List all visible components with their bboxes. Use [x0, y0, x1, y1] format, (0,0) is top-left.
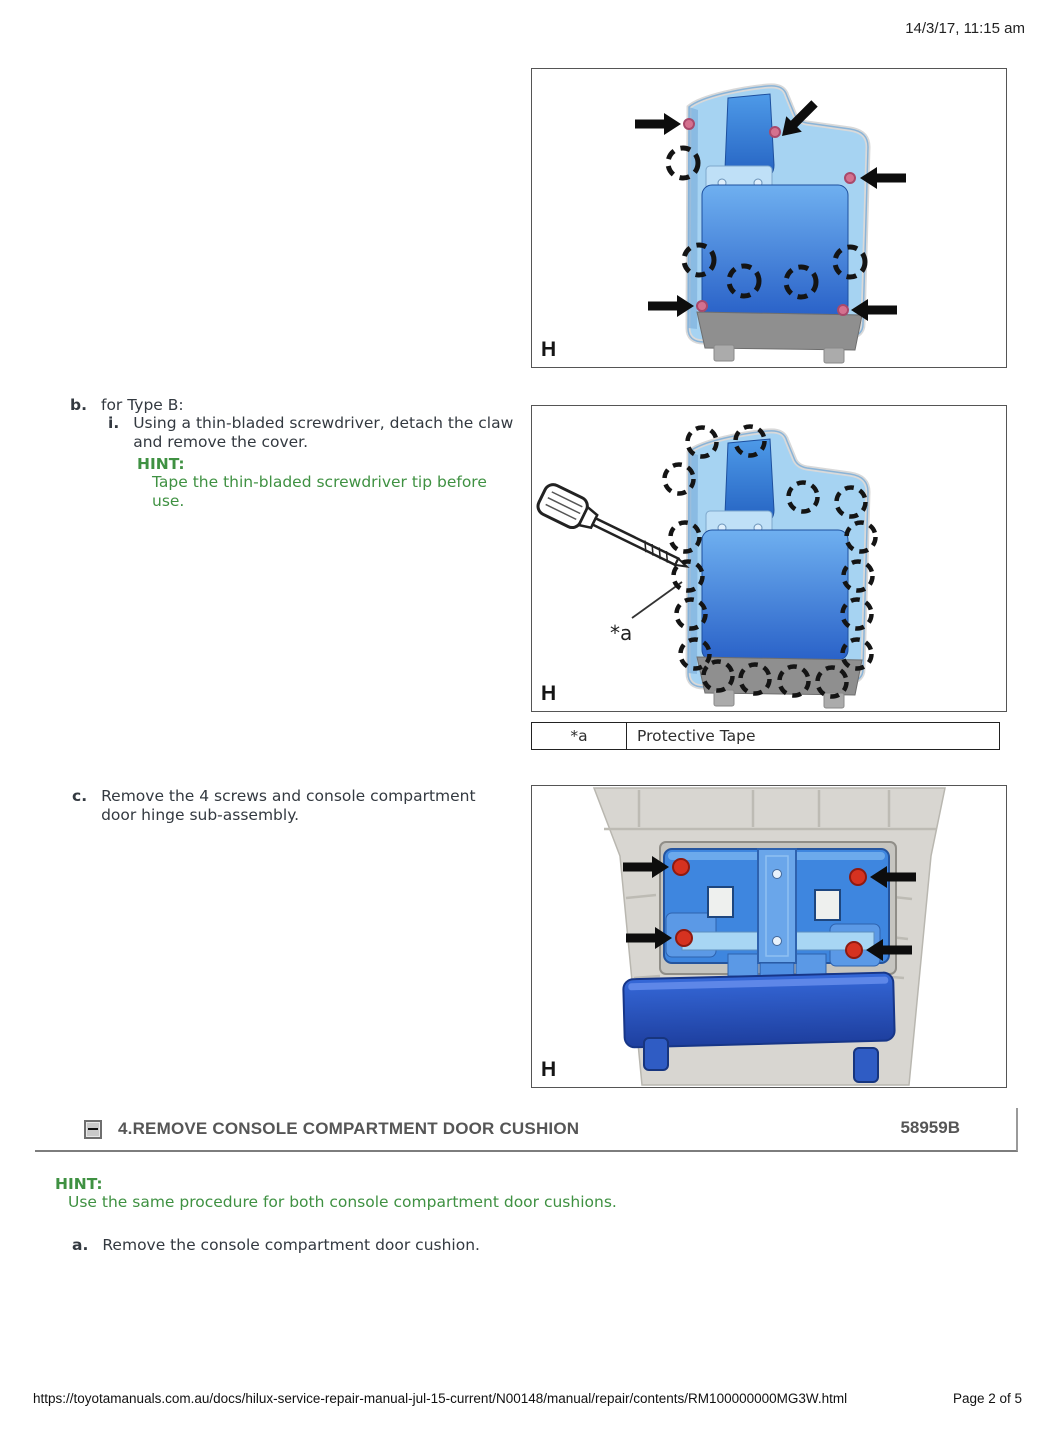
section-code: 58959B	[900, 1118, 960, 1137]
hint-text: Tape the thin-bladed screwdriver tip before use.	[152, 473, 487, 510]
step-item-b-i	[108, 414, 525, 451]
hint-text: Use the same procedure for both console compartment door cushions.	[68, 1193, 617, 1211]
figure-direction-label: H	[541, 338, 557, 361]
figure-cover-screws	[531, 68, 1007, 368]
legend-key-cell: *a	[532, 723, 627, 749]
console-cover-diagram	[532, 69, 1006, 367]
hint-label: HINT:	[55, 1175, 103, 1193]
print-timestamp: 14/3/17, 11:15 am	[905, 20, 1025, 37]
step-text: Remove the console compartment door cushion.	[102, 1236, 480, 1254]
step-item-c	[72, 787, 499, 824]
hint-label: HINT:	[137, 455, 185, 473]
figure-direction-label: H	[541, 1058, 557, 1081]
collapse-minus-icon[interactable]	[84, 1120, 102, 1139]
screwdriver-icon	[535, 482, 694, 645]
callout-legend-table	[531, 722, 1000, 750]
footer-page-number: Page 2 of 5	[952, 1391, 1022, 1406]
step-label: b.	[70, 396, 87, 414]
step-text: Remove the 4 screws and console compartment door hinge sub-assembly.	[101, 787, 476, 824]
legend-value-cell: Protective Tape	[637, 727, 756, 745]
cover-body	[688, 431, 868, 708]
footer-url: https://toyotamanuals.com.au/docs/hilux-service-repair-manual-jul-15-current/N00148/manual/repair/contents/RM100000000MG3W.html	[33, 1391, 848, 1406]
figure-direction-label: H	[541, 682, 557, 705]
step-label: i.	[108, 414, 120, 432]
figure-screwdriver-claws	[531, 405, 1007, 712]
section-title: 4.REMOVE CONSOLE COMPARTMENT DOOR CUSHION	[118, 1119, 580, 1138]
step-item-a	[72, 1236, 480, 1255]
step-label: c.	[72, 787, 88, 805]
callout-label: *a	[610, 621, 633, 645]
step-item-b	[70, 396, 184, 415]
step-text: for Type B:	[100, 396, 184, 414]
hinge-diagram	[532, 786, 1006, 1087]
figure-hinge-screws	[531, 785, 1007, 1088]
step-label: a.	[72, 1236, 89, 1254]
step-text: Using a thin-bladed screwdriver, detach the claw and remove the cover.	[133, 414, 514, 451]
section-header	[35, 1108, 1018, 1152]
screwdriver-diagram	[532, 406, 1006, 711]
